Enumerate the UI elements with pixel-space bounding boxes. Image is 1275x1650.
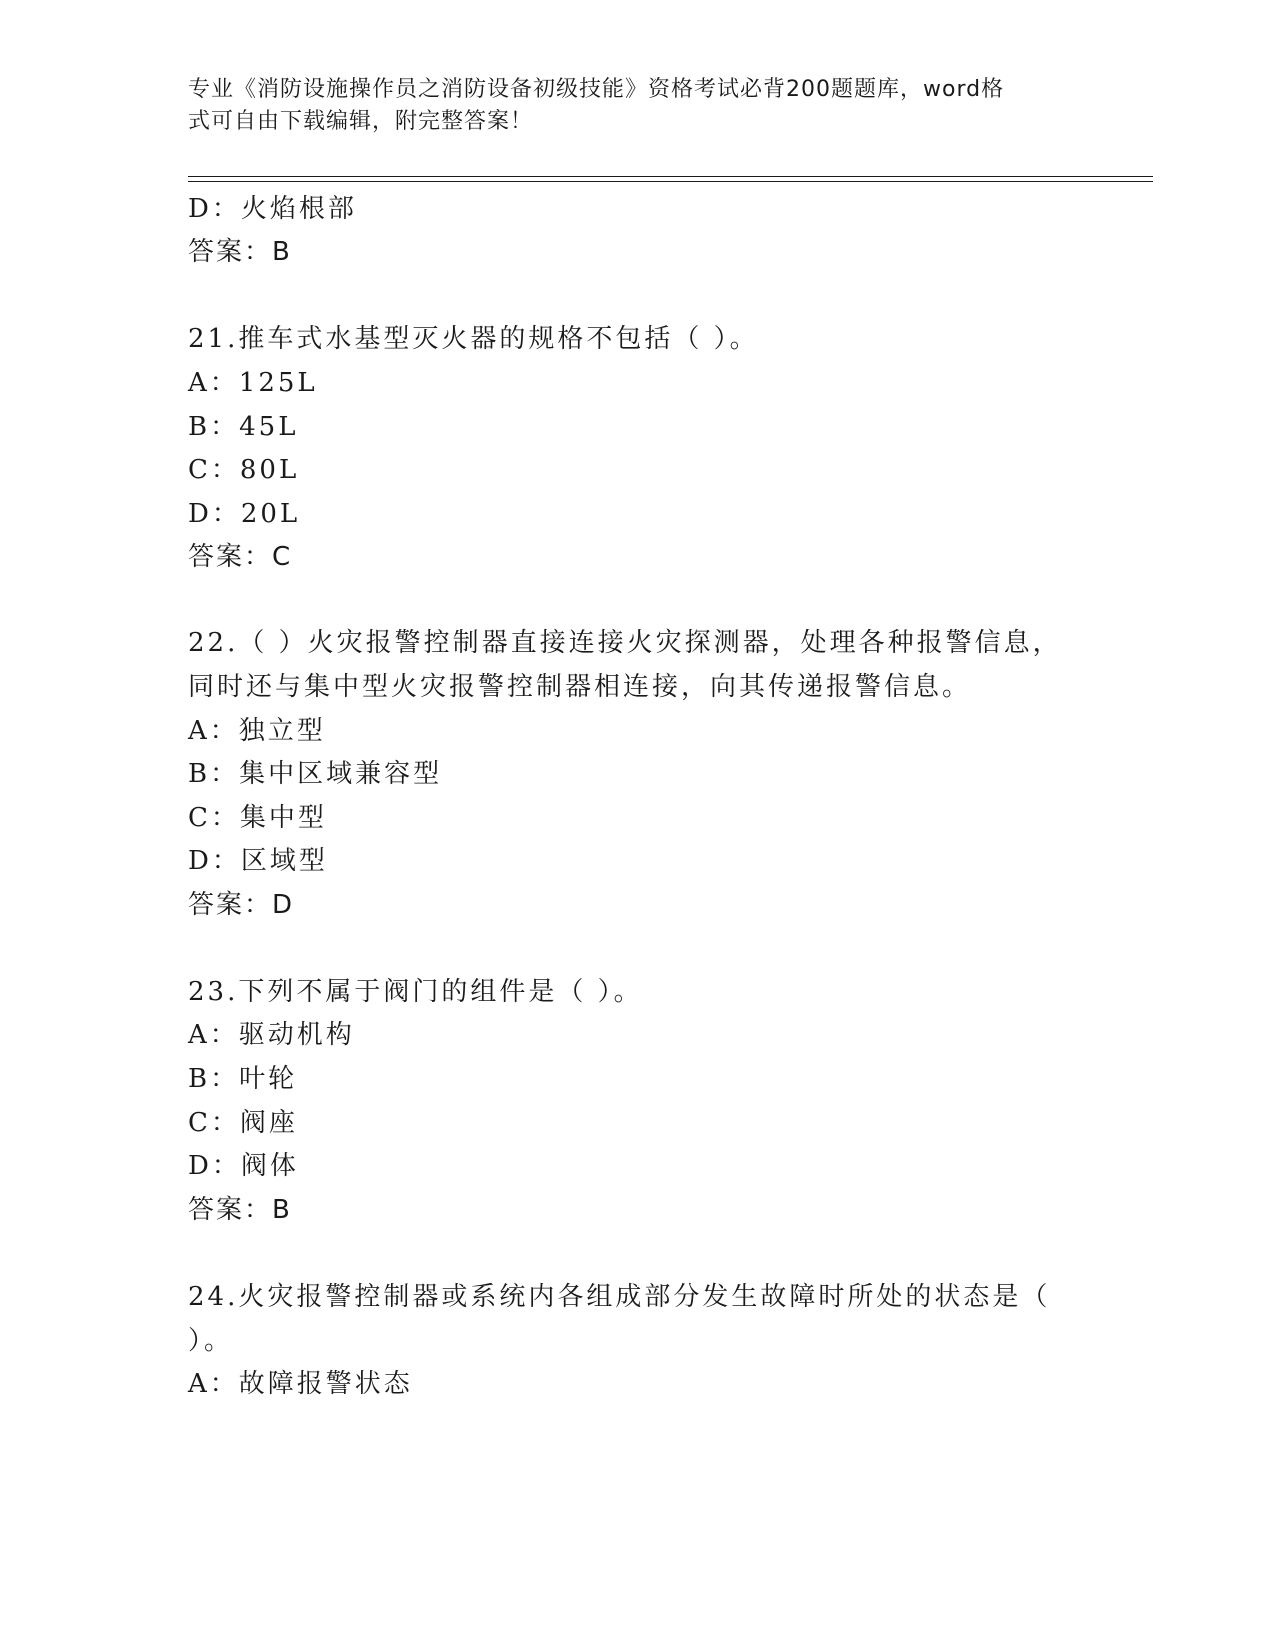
question-23-option-d: D：阀体 xyxy=(188,1151,299,1181)
question-23-answer: 答案：B xyxy=(188,1195,292,1225)
question-22-option-a: A：独立型 xyxy=(188,716,326,746)
question-22-text-line-2: 同时还与集中型火灾报警控制器相连接，向其传递报警信息。 xyxy=(188,672,972,702)
prev-answer: 答案：B xyxy=(188,237,292,267)
prev-option-d: D：火焰根部 xyxy=(188,194,357,224)
question-24-text-line-1: 24.火灾报警控制器或系统内各组成部分发生故障时所处的状态是（ xyxy=(188,1282,1051,1312)
question-22-text-line-1: 22.（ ）火灾报警控制器直接连接火灾探测器，处理各种报警信息， xyxy=(188,628,1062,658)
header-line-1: 专业《消防设施操作员之消防设备初级技能》资格考试必背200题题库，word格 xyxy=(188,77,1005,102)
document-header xyxy=(188,74,1068,138)
question-23-option-a: A：驱动机构 xyxy=(188,1020,355,1050)
question-22-option-c: C：集中型 xyxy=(188,803,327,833)
header-divider-top xyxy=(188,176,1153,177)
question-21-text: 21.推车式水基型灭火器的规格不包括（ ）。 xyxy=(188,324,759,354)
header-line-2: 式可自由下载编辑，附完整答案！ xyxy=(188,109,534,134)
question-23-text: 23.下列不属于阀门的组件是（ ）。 xyxy=(188,977,643,1007)
question-21-answer: 答案：C xyxy=(188,542,293,572)
question-24-option-a: A：故障报警状态 xyxy=(188,1369,413,1399)
question-22-option-d: D：区域型 xyxy=(188,846,328,876)
question-22-option-b: B：集中区域兼容型 xyxy=(188,759,443,789)
question-21-option-d: D：20L xyxy=(188,499,301,529)
question-23-option-b: B：叶轮 xyxy=(188,1064,298,1094)
question-21-option-b: B：45L xyxy=(188,412,299,442)
question-21-option-a: A：125L xyxy=(188,368,318,398)
question-22-answer: 答案：D xyxy=(188,890,295,920)
question-24-text-line-2: ）。 xyxy=(188,1326,234,1356)
question-23-option-c: C：阀座 xyxy=(188,1108,298,1138)
question-21-option-c: C：80L xyxy=(188,455,300,485)
header-divider-bottom xyxy=(188,181,1153,182)
